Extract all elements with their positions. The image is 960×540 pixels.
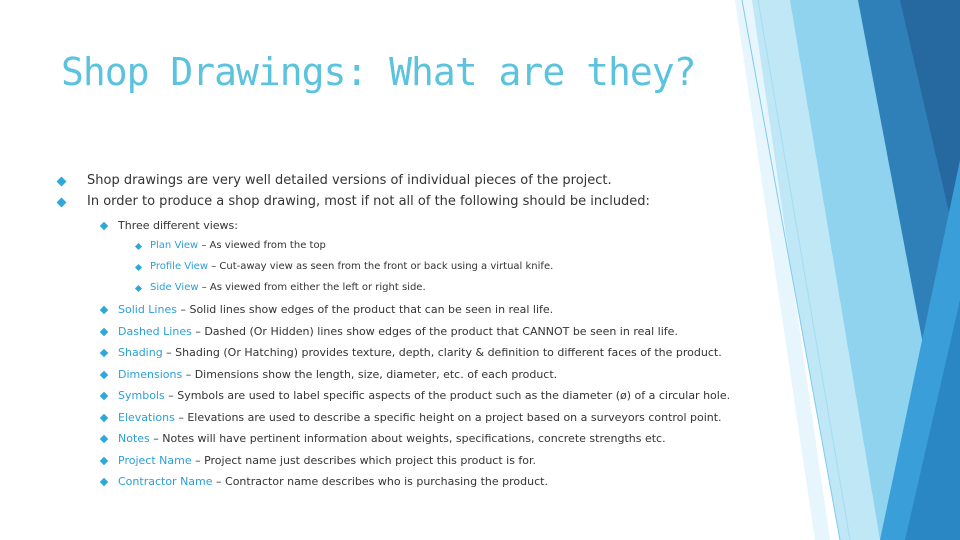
item-term: Dashed Lines (118, 325, 192, 338)
view-item (150, 261, 553, 272)
item-term: Contractor Name (118, 475, 213, 488)
item-desc: – Dashed (Or Hidden) lines show edges of the product that CANNOT be seen in real life. (191, 325, 678, 338)
list-item (118, 411, 722, 424)
view-term: Profile View (150, 261, 209, 272)
list-item (118, 432, 666, 445)
view-desc: – As viewed from either the left or right side. (198, 282, 426, 293)
list-item (118, 454, 536, 467)
view-desc: – As viewed from the top (198, 240, 326, 251)
item-desc: – Project name just describes which project this product is for. (191, 454, 537, 467)
list-item (118, 346, 722, 359)
bullet-text: Shop drawings are very well detailed versions of individual pieces of the project. (87, 173, 612, 188)
item-term: Solid Lines (118, 303, 177, 316)
item-term: Project Name (118, 454, 192, 467)
item-desc: – Shading (Or Hatching) provides texture, depth, clarity & definition to different faces of the product. (162, 346, 722, 359)
list-item (118, 368, 557, 381)
list-item (118, 389, 730, 402)
list-item (118, 325, 678, 338)
item-desc: – Elevations are used to describe a specific height on a project based on a surveyors control point. (174, 411, 722, 424)
item-desc: – Solid lines show edges of the product that can be seen in real life. (176, 303, 554, 316)
views-heading: Three different views: (118, 219, 238, 232)
view-term: Plan View (150, 240, 199, 251)
list-item (118, 475, 548, 488)
item-term: Symbols (118, 389, 165, 402)
view-item (150, 240, 326, 251)
bullet-text: In order to produce a shop drawing, most if not all of the following should be included: (87, 194, 650, 209)
item-term: Notes (118, 432, 150, 445)
slide-title: Shop Drawings: What are they? (61, 50, 696, 94)
item-desc: – Contractor name describes who is purchasing the product. (212, 475, 548, 488)
view-term: Side View (150, 282, 199, 293)
item-term: Elevations (118, 411, 175, 424)
view-desc: – Cut-away view as seen from the front or back using a virtual knife. (208, 261, 554, 272)
item-desc: – Symbols are used to label specific aspects of the product such as the diameter (ø) of a circular hole. (164, 389, 731, 402)
item-desc: – Dimensions show the length, size, diameter, etc. of each product. (182, 368, 558, 381)
item-term: Shading (118, 346, 163, 359)
item-desc: – Notes will have pertinent information about weights, specifications, concrete strengths etc. (149, 432, 666, 445)
list-item (118, 303, 553, 316)
view-item (150, 282, 426, 293)
item-term: Dimensions (118, 368, 183, 381)
